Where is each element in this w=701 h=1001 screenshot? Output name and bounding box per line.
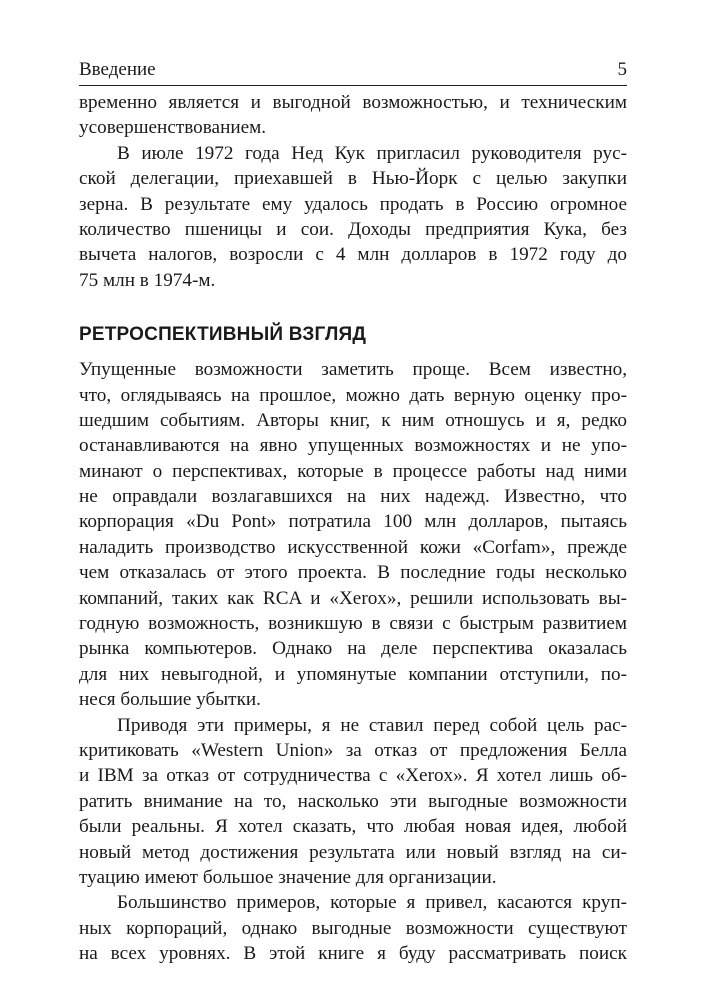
- text-line: В июле 1972 года Нед Кук пригласил руководителя рус-: [117, 142, 627, 164]
- text-line: неся большие убытки.: [79, 689, 261, 711]
- text-line: ской делегации, приехавшей в Нью-Йорк с целью закупки: [79, 168, 627, 190]
- text-line: ратить внимание на то, насколько эти выгодные возможности: [79, 790, 627, 812]
- text-line: Большинство примеров, которые я привел, касаются круп-: [117, 892, 627, 914]
- text-line: зерна. В результате ему удалось продать в Россию огромное: [79, 193, 627, 215]
- text-line: Упущенные возможности заметить проще. Всем известно,: [79, 359, 627, 381]
- text-line: наладить производство искусственной кожи «Corfam», прежде: [79, 536, 627, 558]
- text-line: на всех уровнях. В этой книге я буду рассматривать поиск: [79, 943, 627, 965]
- text-line: ных корпораций, однако выгодные возможности существуют: [79, 917, 627, 939]
- section-heading: РЕТРОСПЕКТИВНЫЙ ВЗГЛЯД: [79, 324, 367, 346]
- text-line: количество пшеницы и сои. Доходы предприятия Кука, без: [79, 218, 627, 240]
- text-line: минают о перспективах, которые в процессе работы над ними: [79, 460, 627, 482]
- text-line: были реальны. Я хотел сказать, что любая новая идея, любой: [79, 816, 627, 838]
- text-line: останавливаются на явно упущенных возможностях и не упо-: [79, 435, 627, 457]
- page-number: 5: [617, 59, 627, 80]
- section-text: [79, 357, 627, 966]
- text-line: шедшим событиям. Авторы книг, к ним отношусь и я, редко: [79, 409, 627, 431]
- text-line: что, оглядываясь на прошлое, можно дать верную оценку про-: [79, 384, 627, 406]
- text-line: годную возможность, возникшую в связи с быстрым развитием: [79, 613, 627, 635]
- text-line: и IBM за отказ от сотрудничества с «Xerox». Я хотел лишь об-: [79, 765, 627, 787]
- text-line: компаний, таких как RCA и «Xerox», решили использовать вы-: [79, 587, 627, 609]
- text-line: Приводя эти примеры, я не ставил перед собой цель рас-: [117, 714, 627, 736]
- intro-text: [79, 90, 627, 293]
- book-page: [79, 58, 627, 967]
- text-line: корпорация «Du Pont» потратила 100 млн долларов, пытаясь: [79, 511, 627, 533]
- text-line: туацию имеют большое значение для организации.: [79, 866, 497, 888]
- text-line: усовершенствованием.: [79, 117, 267, 139]
- text-line: критиковать «Western Union» за отказ от предложения Белла: [79, 739, 627, 761]
- text-line: не оправдали возлагавшихся на них надежд. Известно, что: [79, 486, 627, 508]
- running-head: [79, 58, 627, 86]
- text-line: рынка компьютеров. Однако на деле перспектива оказалась: [79, 638, 627, 660]
- chapter-title: Введение: [79, 59, 156, 80]
- text-line: для них невыгодной, и упомянутые компании отступили, по-: [79, 663, 627, 685]
- text-line: вычета налогов, возросли с 4 млн долларов в 1972 году до: [79, 244, 627, 266]
- text-line: 75 млн в 1974-м.: [79, 269, 216, 291]
- text-line: временно является и выгодной возможностью, и техническим: [79, 92, 627, 113]
- text-line: новый метод достижения результата или новый взгляд на си-: [79, 841, 627, 863]
- text-line: чем отказалась от этого проекта. В последние годы несколько: [79, 562, 627, 584]
